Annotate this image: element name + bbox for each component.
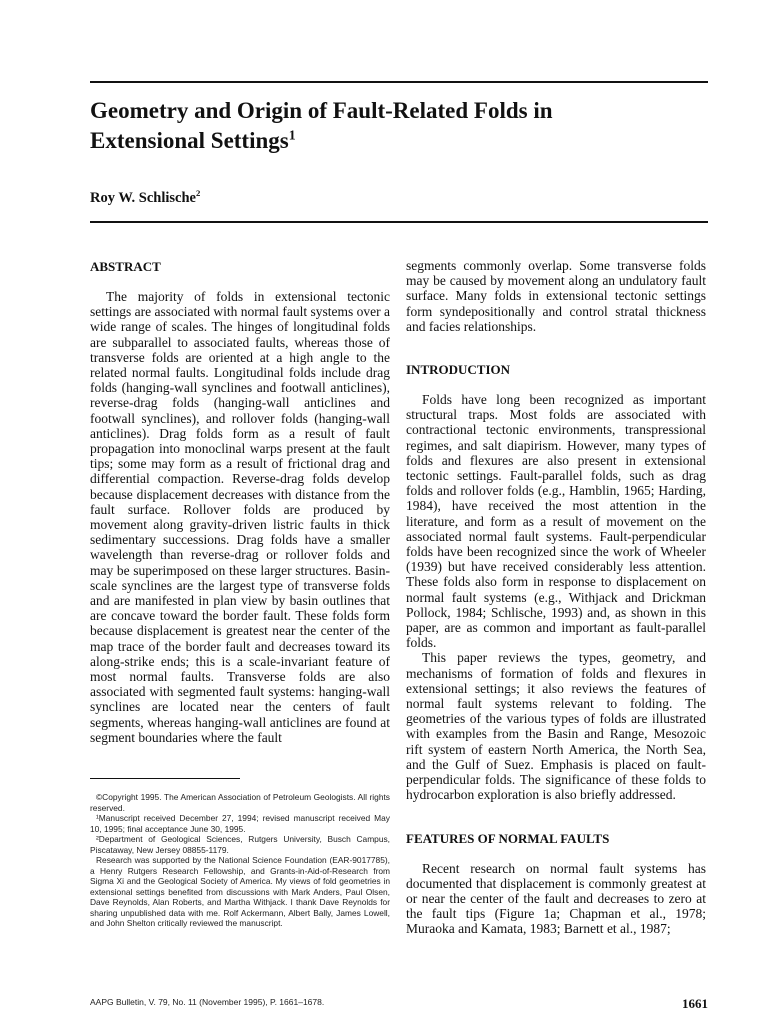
journal-citation: AAPG Bulletin, V. 79, No. 11 (November 1995), P. 1661–1678. bbox=[90, 997, 325, 1007]
footnote-acknowledgments: Research was supported by the National Science Foundation (EAR-9017785), a Henry Rutgers Research Fellowship, and Grants-in-Aid-of-Research from Sigma Xi and the Geological Society of America. My views of fold geometries in extensional settings benefited from discussions with Mark Anders, Paul Olsen, Dave Reynolds, Alan Roberts, and Martha Withjack. I thank Dave Reynolds for sharing unpublished data with me. Rolf Ackermann, Albert Bally, James Lowell, and John Shelton critically reviewed the manuscript. bbox=[90, 855, 390, 928]
header-bottom-rule bbox=[90, 221, 708, 223]
introduction-paragraph: Folds have long been recognized as important structural traps. Most folds are associated with contractional tectonic environments, transpressional regimes, and salt diapirism. However, many types of folds and flexures are also present in extensional tectonic settings. Fault-parallel folds, such as drag folds and rollover folds (e.g., Hamblin, 1965; Harding, 1984), have received the most attention in the literature, and form as a result of movement on the associated normal fault systems. Fault-perpendicular folds have been recognized since the work of Wheeler (1939) but have received considerably less attention. These folds also form in response to displacement on normal fault systems (e.g., Withjack and Drickman Pollock, 1984; Schlische, 1993) and, as shown in this paper, are as common and important as fault-parallel folds. bbox=[406, 392, 706, 651]
abstract-heading: ABSTRACT bbox=[90, 259, 161, 274]
introduction-paragraph: This paper reviews the types, geometry, and mechanisms of formation of folds and flexures in extensional settings; it also reviews the features of normal fault systems relevant to folding. The geometries of the various types of folds are illustrated with examples from the Basin and Range, Mesozoic rift system of eastern North America, the North Sea, and the Gulf of Suez. Emphasis is placed on fault-perpendicular folds. The significance of these folds to hydrocarbon exploration is also briefly addressed. bbox=[406, 650, 706, 803]
abstract-paragraph: The majority of folds in extensional tectonic settings are associated with normal fault systems over a wide range of scales. The hinges of longitudinal folds are subparallel to associated faults, whereas those of transverse folds are oriented at a high angle to the related normal faults. Longitudinal folds include drag folds (hanging-wall synclines and footwall anticlines), reverse-drag folds (hanging-wall anticlines and footwall synclines), and rollover folds (hanging-wall anticlines). Drag folds form as a result of fault propagation into monoclinal warps present at the fault tips; some may form as a result of frictional drag and differential compaction. Reverse-drag folds develop because displacement decreases with distance from the fault surface. Rollover folds are produced by movement along gravity-driven listric faults in thick sedimentary successions. Drag folds have a smaller wavelength than reverse-drag or rollover folds and may be superimposed on these larger structures. Basin-scale synclines are the largest type of transverse folds and are manifested in plan view by basin outlines that are concave toward the border fault. These folds form because displacement is greatest near the center of the map trace of the border fault and decreases toward its along-strike ends; this is a scale-invariant feature of most normal faults. Transverse folds are also associated with segmented fault systems: hanging-wall synclines are located near the centers of fault segments, whereas hanging-wall anticlines are found at segment boundaries where the fault bbox=[90, 289, 390, 745]
right-column bbox=[406, 258, 706, 937]
introduction-heading: INTRODUCTION bbox=[406, 362, 511, 378]
abstract-continuation: segments commonly overlap. Some transverse folds may be caused by movement along an undulatory fault surface. Many folds in extensional tectonic settings form syndepositionally and control stratal thickness and facies relationships. bbox=[406, 258, 706, 334]
footnote-affiliation: ²Department of Geological Sciences, Rutgers University, Busch Campus, Piscataway, New Jersey 08855-1179. bbox=[90, 834, 390, 855]
top-rule bbox=[90, 81, 708, 83]
article-title bbox=[90, 96, 670, 156]
author-footnote-marker: 2 bbox=[195, 188, 201, 199]
footnote-manuscript: ¹Manuscript received December 27, 1994; revised manuscript received May 10, 1995; final acceptance June 30, 1995. bbox=[90, 813, 390, 834]
footnote-rule bbox=[90, 778, 240, 779]
footnote-copyright: ©Copyright 1995. The American Association of Petroleum Geologists. All rights reserved. bbox=[90, 792, 390, 813]
author-name: Roy W. Schlische bbox=[90, 190, 196, 206]
footnotes bbox=[90, 792, 390, 929]
author-byline bbox=[90, 190, 200, 207]
page-number: 1661 bbox=[682, 996, 708, 1011]
left-column bbox=[90, 258, 390, 745]
features-heading: FEATURES OF NORMAL FAULTS bbox=[406, 830, 610, 846]
article-title-text: Geometry and Origin of Fault-Related Folds in Extensional Settings bbox=[90, 98, 553, 153]
title-footnote-marker: 1 bbox=[288, 127, 296, 143]
features-paragraph: Recent research on normal fault systems has documented that displacement is commonly greatest at or near the center of the fault and decreases to zero at the fault tips (Figure 1a; Chapman et al., 1978; Muraoka and Kamata, 1983; Barnett et al., 1987; bbox=[406, 860, 706, 937]
